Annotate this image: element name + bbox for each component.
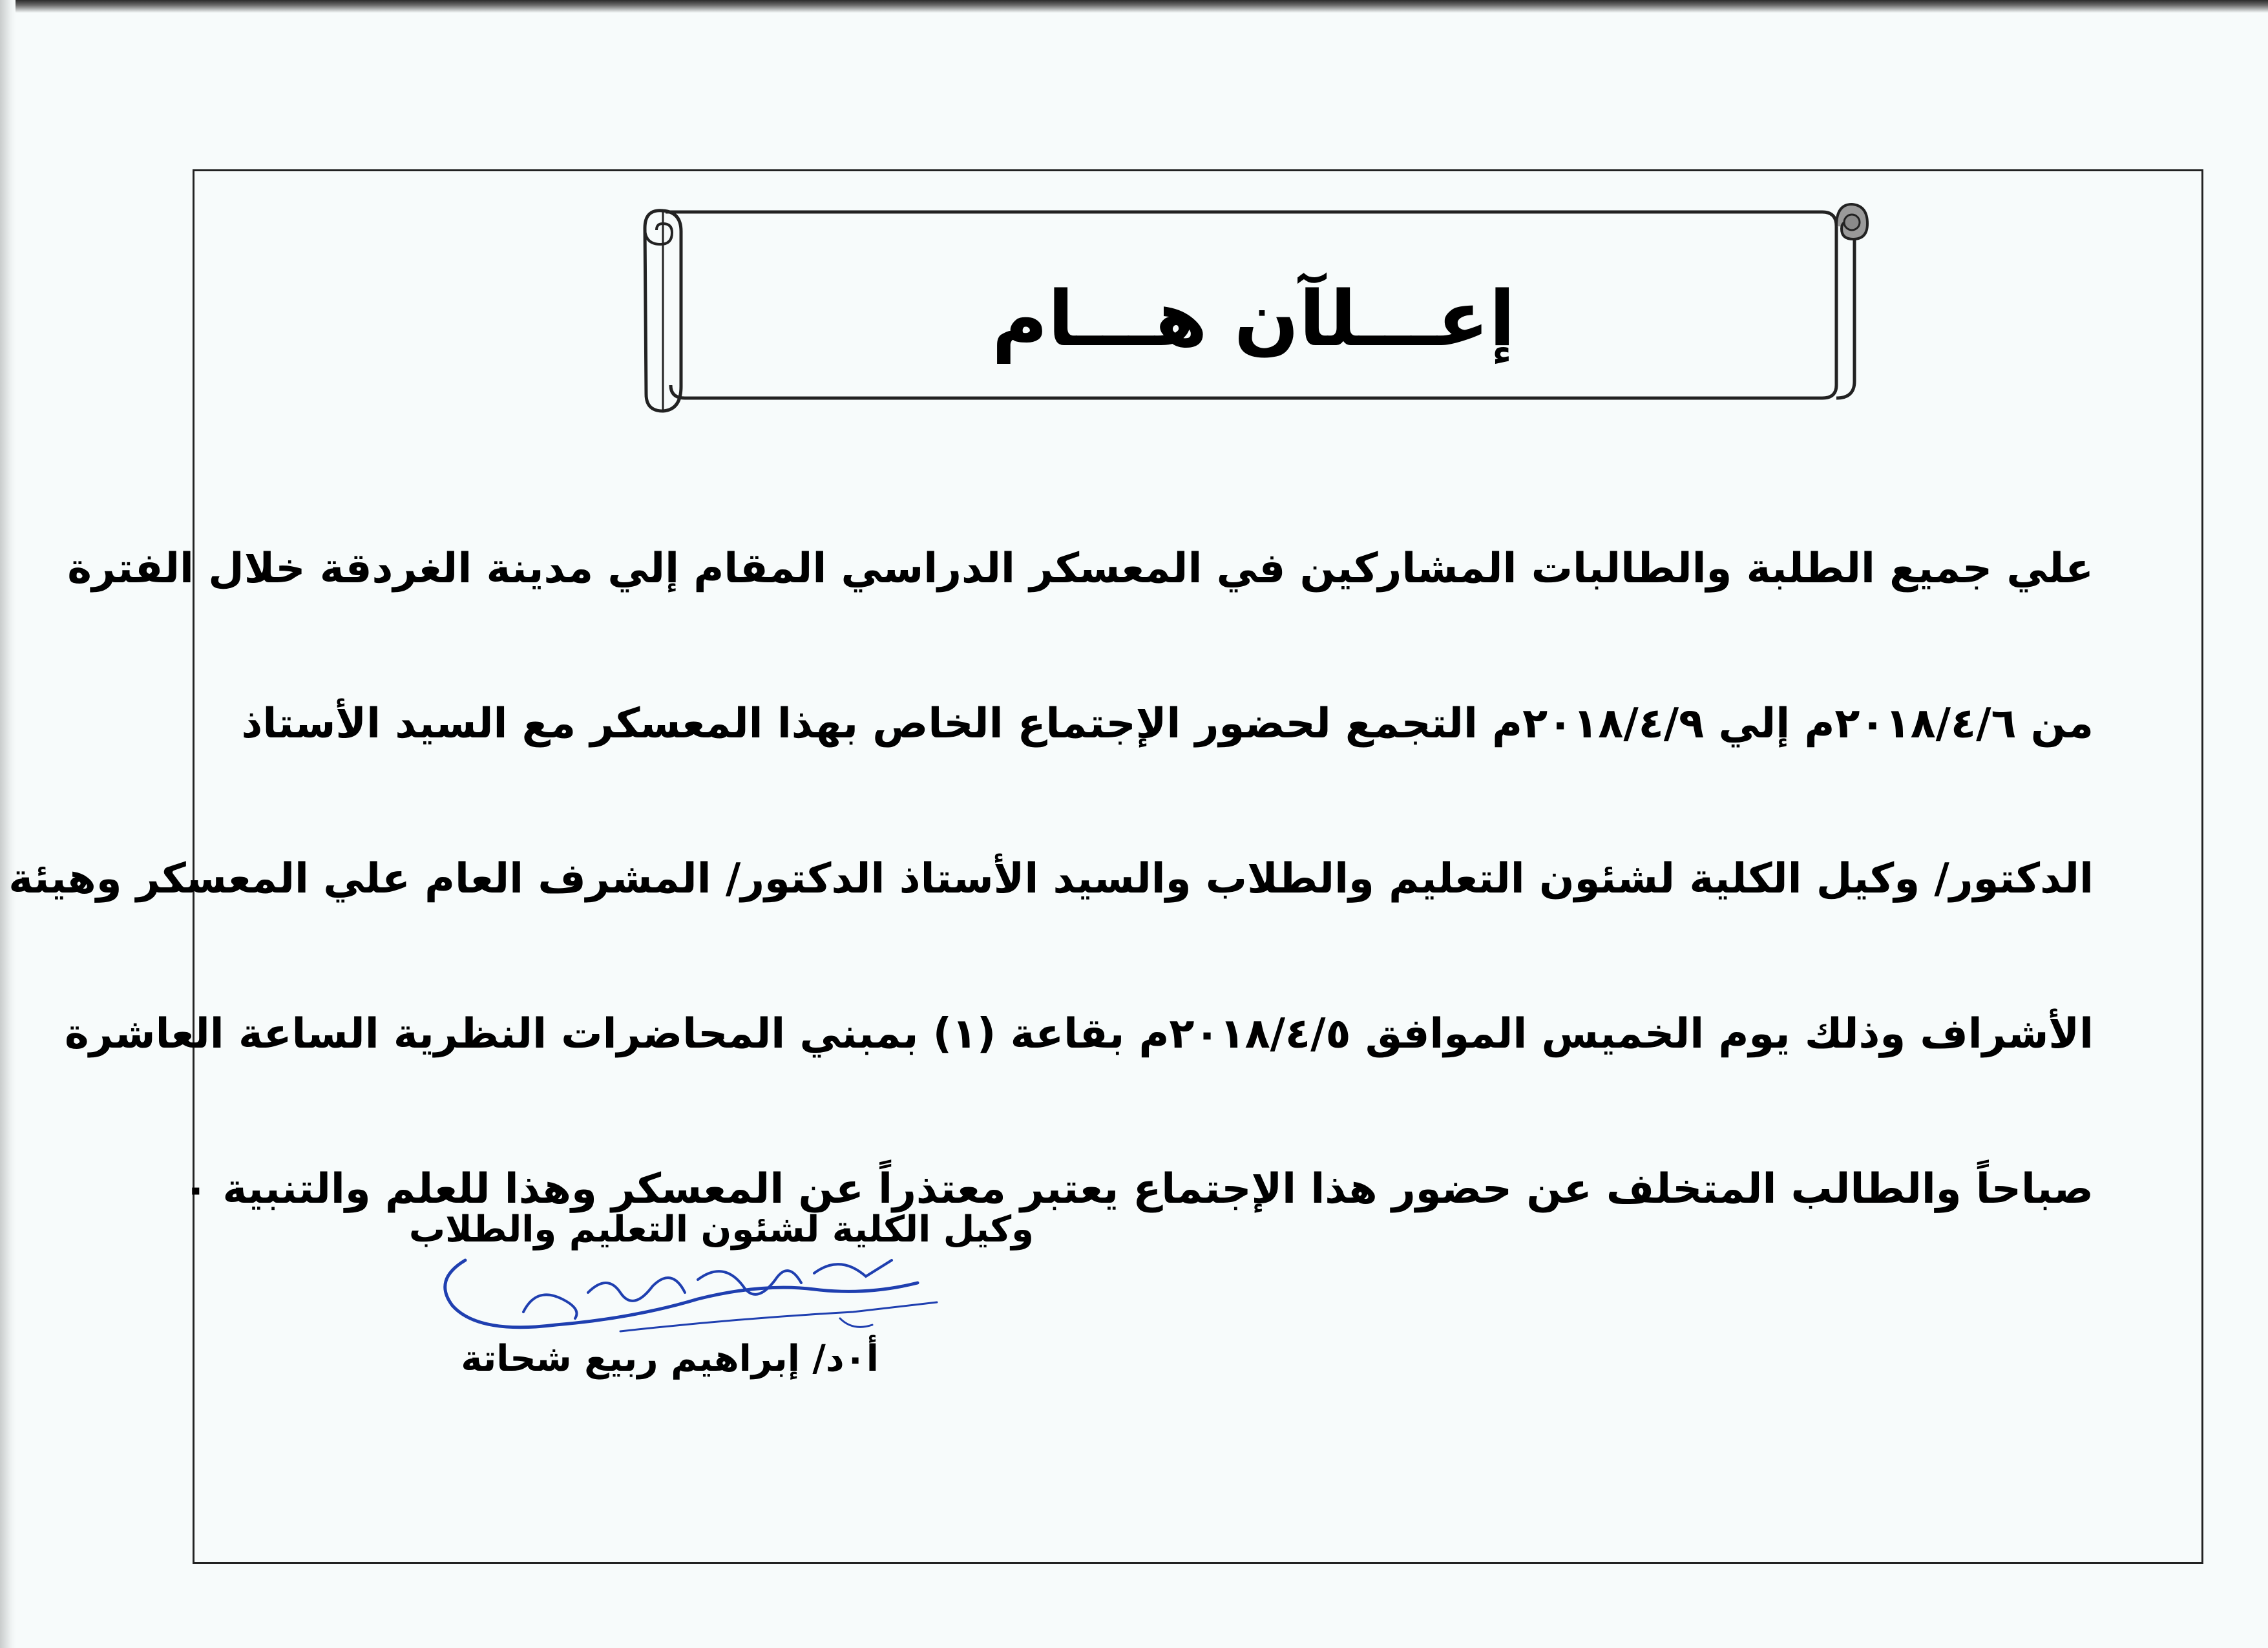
body-line-5: صباحاً والطالب المتخلف عن حضور هذا الإجتماع يعتبر معتذراً عن المعسكر وهذا للعلم والتنبية ٠ [183,1165,2094,1213]
signatory-name: أ٠د/ إبراهيم ربيع شحاتة [461,1338,879,1380]
scan-edge-top [0,0,2268,13]
body-line-4: الأشراف وذلك يوم الخميس الموافق ٢٠١٨/٤/٥م بقاعة (١) بمبني المحاضرات النظرية الساعة العاشرة [65,1010,2094,1058]
announcement-title: إعـــلآن هـــام [992,274,1515,363]
announcement-scroll-banner [627,193,1874,425]
body-line-1: علي جميع الطلبة والطالبات المشاركين في المعسكر الدراسي المقام إلي مدينة الغردقة خلال الفترة [67,545,2094,593]
announcement-body [8,491,2094,1267]
handwritten-signature [426,1221,982,1357]
body-line-2: من ٢٠١٨/٤/٦م إلي ٢٠١٨/٤/٩م التجمع لحضور الإجتماع الخاص بهذا المعسكر مع السيد الأستاذ [241,700,2094,748]
body-line-3: الدكتور/ وكيل الكلية لشئون التعليم والطلاب والسيد الأستاذ الدكتور/ المشرف العام علي المعسكر وهيئة [8,855,2094,903]
signature-block [408,1209,1034,1422]
signatory-title: وكيل الكلية لشئون التعليم والطلاب [408,1209,1034,1251]
